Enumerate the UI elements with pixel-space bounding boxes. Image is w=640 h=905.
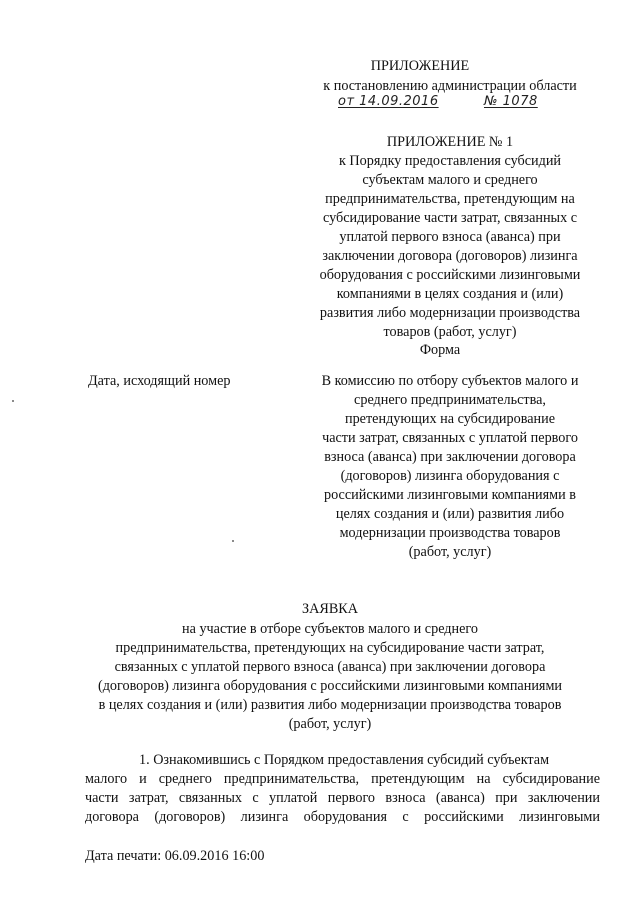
application-line: в целях создания и (или) развития либо модернизации производства товаров	[98, 697, 562, 713]
body-paragraph	[85, 751, 600, 827]
body-line: 1. Ознакомившись с Порядком предоставления субсидий субъектам	[139, 752, 550, 768]
appendix1-line: оборудования с российскими лизинговыми	[319, 267, 581, 283]
application-block	[60, 600, 600, 734]
handwritten-date: от 14.09.2016	[338, 94, 439, 109]
addressee-line: В комиссию по отбору субъектов малого и	[321, 373, 579, 389]
appendix1-line: развития либо модернизации производства	[319, 305, 581, 321]
appendix1-block	[295, 133, 605, 342]
body-line: малого и среднего предпринимательства, претендующим на субсидирование	[85, 771, 600, 787]
application-line: предпринимательства, претендующих на субсидирование части затрат,	[115, 640, 545, 656]
application-line: (договоров) лизинга оборудования с российскими лизинговыми компаниями	[97, 678, 563, 694]
addressee-line: претендующих на субсидирование	[345, 411, 555, 427]
appendix1-line: компаниями в целях создания и (или)	[336, 286, 564, 302]
appendix-header	[330, 57, 510, 76]
application-line: (работ, услуг)	[288, 716, 372, 732]
scan-speck	[232, 540, 234, 542]
addressee-line: (договоров) лизинга оборудования с	[340, 468, 560, 484]
handwritten-number: № 1078	[484, 94, 538, 109]
appendix1-line: товаров (работ, услуг)	[383, 324, 517, 340]
addressee-line: взноса (аванса) при заключении договора	[324, 449, 576, 465]
date-number-label: Дата, исходящий номер	[88, 373, 231, 389]
appendix1-line: субъектам малого и среднего	[362, 172, 538, 188]
form-label: Форма	[419, 342, 461, 358]
scan-speck	[12, 400, 14, 402]
addressee-line: (работ, услуг)	[408, 544, 492, 560]
to-resolution-line: к постановлению администрации области	[323, 78, 577, 94]
appendix1-line: уплатой первого взноса (аванса) при	[339, 229, 561, 245]
appendix1-line: предпринимательства, претендующим на	[325, 191, 575, 207]
body-line: договора (договоров) лизинга оборудования с российскими лизинговыми	[85, 809, 600, 825]
addressee-line: целях создания и (или) развития либо	[335, 506, 565, 522]
handwritten-date-number	[338, 94, 578, 114]
form-label-block	[380, 341, 500, 360]
print-date-block	[85, 847, 345, 866]
appendix1-line: субсидирование части затрат, связанных с	[322, 210, 578, 226]
body-line: части затрат, связанных с уплатой первого взноса (аванса) при заключении	[85, 790, 600, 806]
addressee-line: части затрат, связанных с уплатой первого	[322, 430, 578, 446]
addressee-line: российскими лизинговыми компаниями в	[324, 487, 576, 503]
application-title: ЗАЯВКА	[302, 601, 358, 617]
addressee-line: среднего предпринимательства,	[354, 392, 546, 408]
addressee-line: модернизации производства товаров	[339, 525, 561, 541]
print-date: Дата печати: 06.09.2016 16:00	[85, 848, 265, 864]
date-number-block	[88, 372, 288, 391]
addressee-block	[290, 372, 610, 562]
appendix1-line: к Порядку предоставления субсидий	[338, 153, 562, 169]
application-line: связанных с уплатой первого взноса (аванса) при заключении договора	[114, 659, 546, 675]
appendix1-line: заключении договора (договоров) лизинга	[322, 248, 578, 264]
application-line: на участие в отборе субъектов малого и среднего	[182, 621, 478, 637]
appendix1-title: ПРИЛОЖЕНИЕ № 1	[386, 134, 514, 150]
appendix-title: ПРИЛОЖЕНИЕ	[370, 58, 470, 74]
